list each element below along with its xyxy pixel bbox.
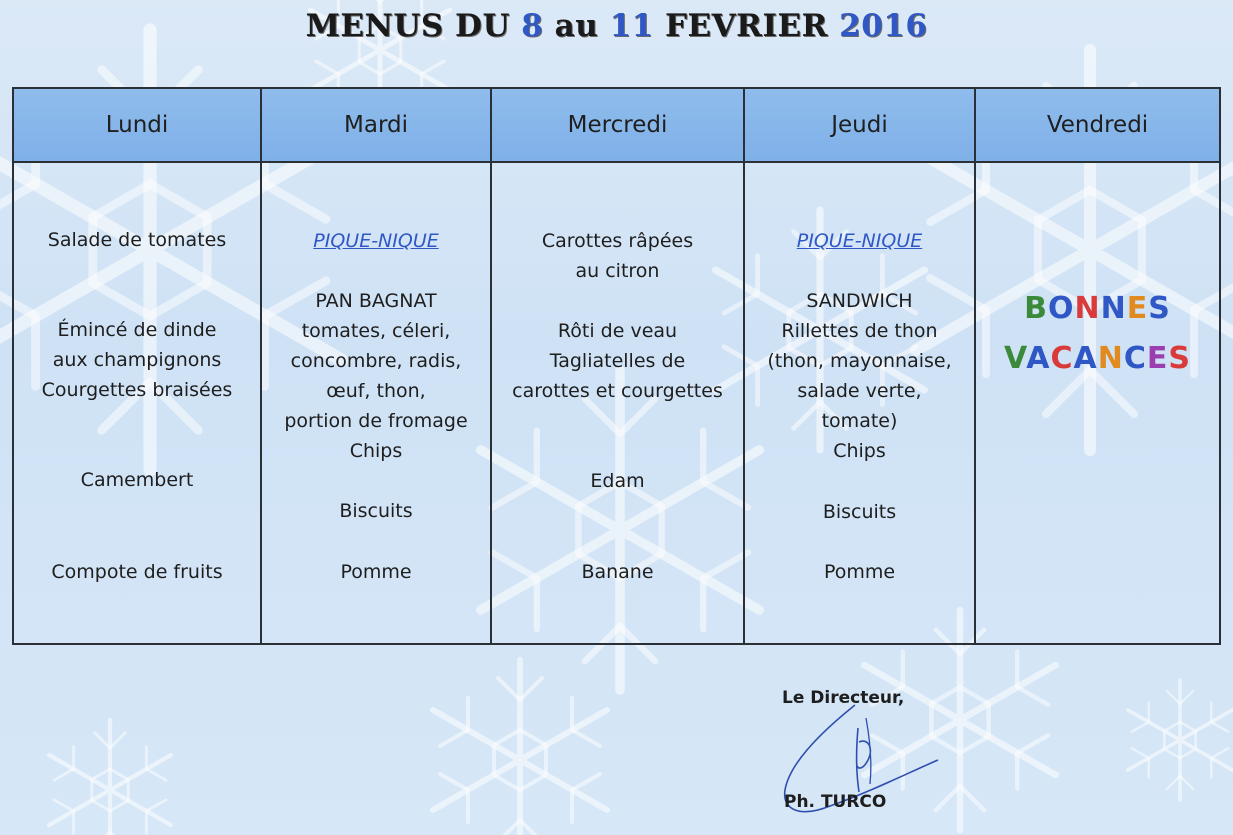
picnic-label: PIQUE-NIQUE bbox=[796, 230, 923, 252]
menu-item-main: Émincé de dinde bbox=[57, 319, 217, 341]
holiday-letter: S bbox=[1148, 291, 1171, 326]
menu-cell-vendredi bbox=[975, 162, 1220, 644]
menu-item-main: SANDWICH bbox=[806, 290, 913, 312]
menu-item-ingredients: tomates, céleri, bbox=[301, 320, 451, 342]
director-label: Le Directeur, bbox=[782, 688, 905, 708]
holiday-letter: E bbox=[1126, 291, 1149, 326]
menu-item-main: PAN BAGNAT bbox=[315, 290, 437, 312]
holiday-letter: C bbox=[1050, 341, 1074, 376]
menu-item-snack: Biscuits bbox=[822, 501, 897, 523]
page-title: MENUS DU 8 au 11 FEVRIER 2016 bbox=[305, 8, 928, 44]
menu-item-side: carottes et courgettes bbox=[512, 380, 723, 402]
holiday-letter: N bbox=[1074, 291, 1101, 326]
menu-cell-mercredi bbox=[491, 162, 744, 644]
menu-item-starter: au citron bbox=[575, 260, 660, 282]
menu-item-main: Rillettes de thon bbox=[781, 320, 938, 342]
menu-item-dessert: Pomme bbox=[340, 561, 412, 583]
holiday-letter: B bbox=[1024, 291, 1049, 326]
day-header-vendredi: Vendredi bbox=[975, 88, 1220, 162]
day-header-mardi: Mardi bbox=[261, 88, 491, 162]
menu-item-ingredients: (thon, mayonnaise, bbox=[767, 350, 952, 372]
menu-item-starter: Salade de tomates bbox=[47, 229, 227, 251]
menu-item-ingredients: portion de fromage bbox=[284, 410, 468, 432]
menu-item-dessert: Compote de fruits bbox=[51, 561, 223, 583]
menu-cell-mardi bbox=[261, 162, 491, 644]
day-header-lundi: Lundi bbox=[13, 88, 261, 162]
menu-item-side: Chips bbox=[833, 440, 886, 462]
menu-item-dessert: Pomme bbox=[823, 561, 896, 583]
holiday-letter: N bbox=[1100, 291, 1127, 326]
holiday-letter: N bbox=[1097, 341, 1124, 376]
menu-cell-lundi bbox=[13, 162, 261, 644]
holiday-word-vacances bbox=[976, 335, 1219, 383]
holiday-letter: O bbox=[1048, 291, 1075, 326]
picnic-label: PIQUE-NIQUE bbox=[313, 230, 439, 252]
signature-block bbox=[760, 680, 980, 830]
holiday-word-bonnes bbox=[976, 285, 1219, 333]
menu-item-cheese: Edam bbox=[590, 470, 645, 492]
holiday-letter: C bbox=[1123, 341, 1147, 376]
menu-item-side: Courgettes braisées bbox=[41, 379, 233, 401]
menu-item-cheese: Camembert bbox=[80, 469, 194, 491]
menu-table bbox=[12, 87, 1221, 645]
day-header-jeudi: Jeudi bbox=[744, 88, 975, 162]
menu-cell-jeudi bbox=[744, 162, 975, 644]
menu-item-ingredients: concombre, radis, bbox=[290, 350, 462, 372]
menu-header-row bbox=[13, 88, 1220, 162]
holiday-letter: V bbox=[1004, 341, 1027, 376]
menu-item-dessert: Banane bbox=[581, 561, 654, 583]
menu-item-snack: Biscuits bbox=[339, 500, 413, 522]
menu-item-main: aux champignons bbox=[52, 349, 222, 371]
menu-item-ingredients: tomate) bbox=[821, 410, 898, 432]
menu-item-side: Chips bbox=[349, 440, 403, 462]
day-header-mercredi: Mercredi bbox=[491, 88, 744, 162]
menu-item-side: Tagliatelles de bbox=[549, 350, 686, 372]
holiday-letter: A bbox=[1026, 341, 1051, 376]
menu-item-main: Rôti de veau bbox=[557, 320, 678, 342]
holiday-letter: A bbox=[1073, 341, 1098, 376]
holiday-letter: E bbox=[1146, 341, 1169, 376]
holiday-letter: S bbox=[1168, 341, 1191, 376]
menu-item-starter: Carottes râpées bbox=[541, 230, 694, 252]
director-name: Ph. TURCO bbox=[784, 792, 887, 812]
menu-body-row bbox=[13, 162, 1220, 644]
menu-item-ingredients: œuf, thon, bbox=[326, 380, 426, 402]
menu-item-ingredients: salade verte, bbox=[797, 380, 922, 402]
